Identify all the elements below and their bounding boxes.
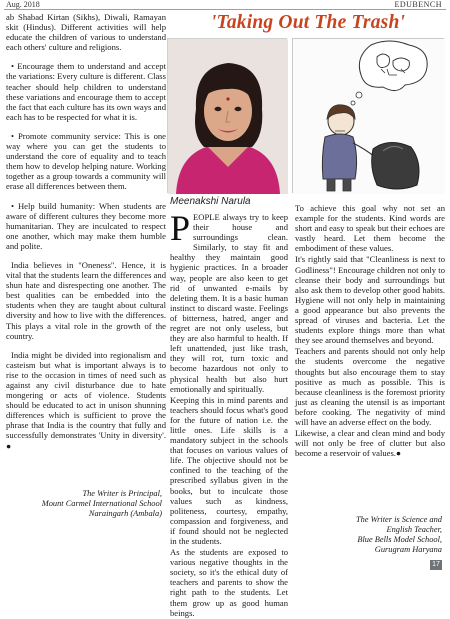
middle-column [170,208,288,619]
right-column [295,203,445,459]
left-paragraph: ab Shabad Kirtan (Sikhs), Diwali, Ramayan skit (Hindus). Different activities will help educate the children of various to understand each others' culture and religions. [6,12,166,53]
left-bullet-encourage: • Encourage them to understand and accept the variations: Every culture is different. Class teacher should help children to understand these variations and encourage them to accept the fact that each culture has its own ways and each has to be respected for what it is. [6,61,166,122]
middle-paragraph-values: Keeping this in mind parents and teachers should focus what's good for the future of nation i.e. the little ones. Life skills is a mandatory subject in the schools that focuses on various values of life. The objective should not be confined to the teaching of the prescribed syllabus given in the books, but to inculcate those values such as kindness, politeness, courtesy, empathy, compassion and forgiveness, and if found should not be neglected in the students. [170,394,288,546]
drop-cap: P [170,208,191,248]
trash-cartoon-illustration [292,38,444,193]
middle-paragraph-exposure: As the students are exposed to various negative thoughts in the society, so it's the ethical duty of teachers and parents to show the right path to the students. Let them grow up as good human beings. [170,547,288,618]
article-title: 'Taking Out The Trash' [210,12,406,33]
writer-line: The Writer is Principal, [82,489,162,498]
left-paragraph-unity: India might be divided into regionalism and casteism but what is important always is to rise to the occasion in times of need such as against any civil disturbance due to hate mongering or acts of violence. Students should be educated to act in unison shunning differences which is sufficient to prove the phrase that India is the country that fully and successfully demonstrates 'Unity in diversity'. ● [6,349,166,451]
intro-text: EOPLE always try to keep their house and surroundings clean. Similarly, to stay fit and healthy they maintain good hygienic practices. In a broader way, people are also keen to get rid of unwanted e-mails by deleting them. It is a basic human instinct to discard waste. Feelings of bitterness, hatred, anger and regret are not only useless, but they are also harmful to health. If left unattended, just like trash, they will rot, turn toxic and become hazardous not only to physical health but also hurt emotionally and spiritually. [170,212,288,394]
left-column [6,12,166,460]
header-rule [4,9,446,10]
person-taking-out-trash-icon [293,39,445,194]
writer-line: Blue Bells Model School, [357,535,442,544]
magazine-name: EDUBENCH [394,0,442,9]
right-writer-credit [296,515,442,555]
writer-line: Naraingarh (Ambala) [88,509,162,518]
left-bullet-community: • Promote community service: This is one way where you can get the students to understand the core of equality and to teach them how to develop helping nature. Working together as a group towards a community will erase all differences between them. [6,130,166,192]
writer-line: Mount Carmel International School [41,499,162,508]
author-portrait-icon [168,39,288,194]
author-name: Meenakshi Narula [170,196,251,207]
issue-date: Aug. 2018 [6,0,40,9]
middle-paragraph-intro [170,208,288,394]
author-photo [167,38,287,193]
page-number: 17 [430,560,442,570]
right-paragraph-teachers: Teachers and parents should not only help the students overcome the negative thoughts but also encourage them to stay positive as much as possible. This is because cleanliness is the foremost priority just as cleaning the utensil is as important before cooking. The negativity of mind will have an adverse effect on the body. [295,346,445,427]
left-paragraph-oneness: India believes in "Oneness". Hence, it is vital that the students learn the differences and shun hate and disrespecting one another. The best qualities can be embedded into the students when they are taught about cultural diversity and how to live with the differences. This plays a vital role in the growth of the country. [6,259,166,341]
writer-line: Gurugram Haryana [374,545,442,554]
left-bullet-humanity: • Help build humanity: When students are aware of different cultures they become more humanitarian. They are inculcated to respect one another, which may make them humble and polite. [6,200,166,251]
right-paragraph-clear-mind: Likewise, a clear and clean mind and body will not only be free of clutter but also become a reservoir of values.● [295,428,445,459]
writer-line: English Teacher, [386,525,442,534]
right-paragraph-goal: To achieve this goal why not set an example for the students. Kind words are short and easy to speak but their echoes are vastly heard. Let them become the embodiment of these values. [295,203,445,254]
left-writer-credit [6,489,162,519]
writer-line: The Writer is Science and [355,515,442,524]
page-header [0,0,450,10]
right-paragraph-cleanliness: It's rightly said that "Cleanliness is next to Godliness"! Encourage children not only to cleanse their body and surroundings but also ask them to develop other good habits. Hygiene will not only help in maintaining a good appearance but also prevents the spread of viruses and bacteria. Let the students explore things more than what they see around themselves and beyond. [295,254,445,346]
